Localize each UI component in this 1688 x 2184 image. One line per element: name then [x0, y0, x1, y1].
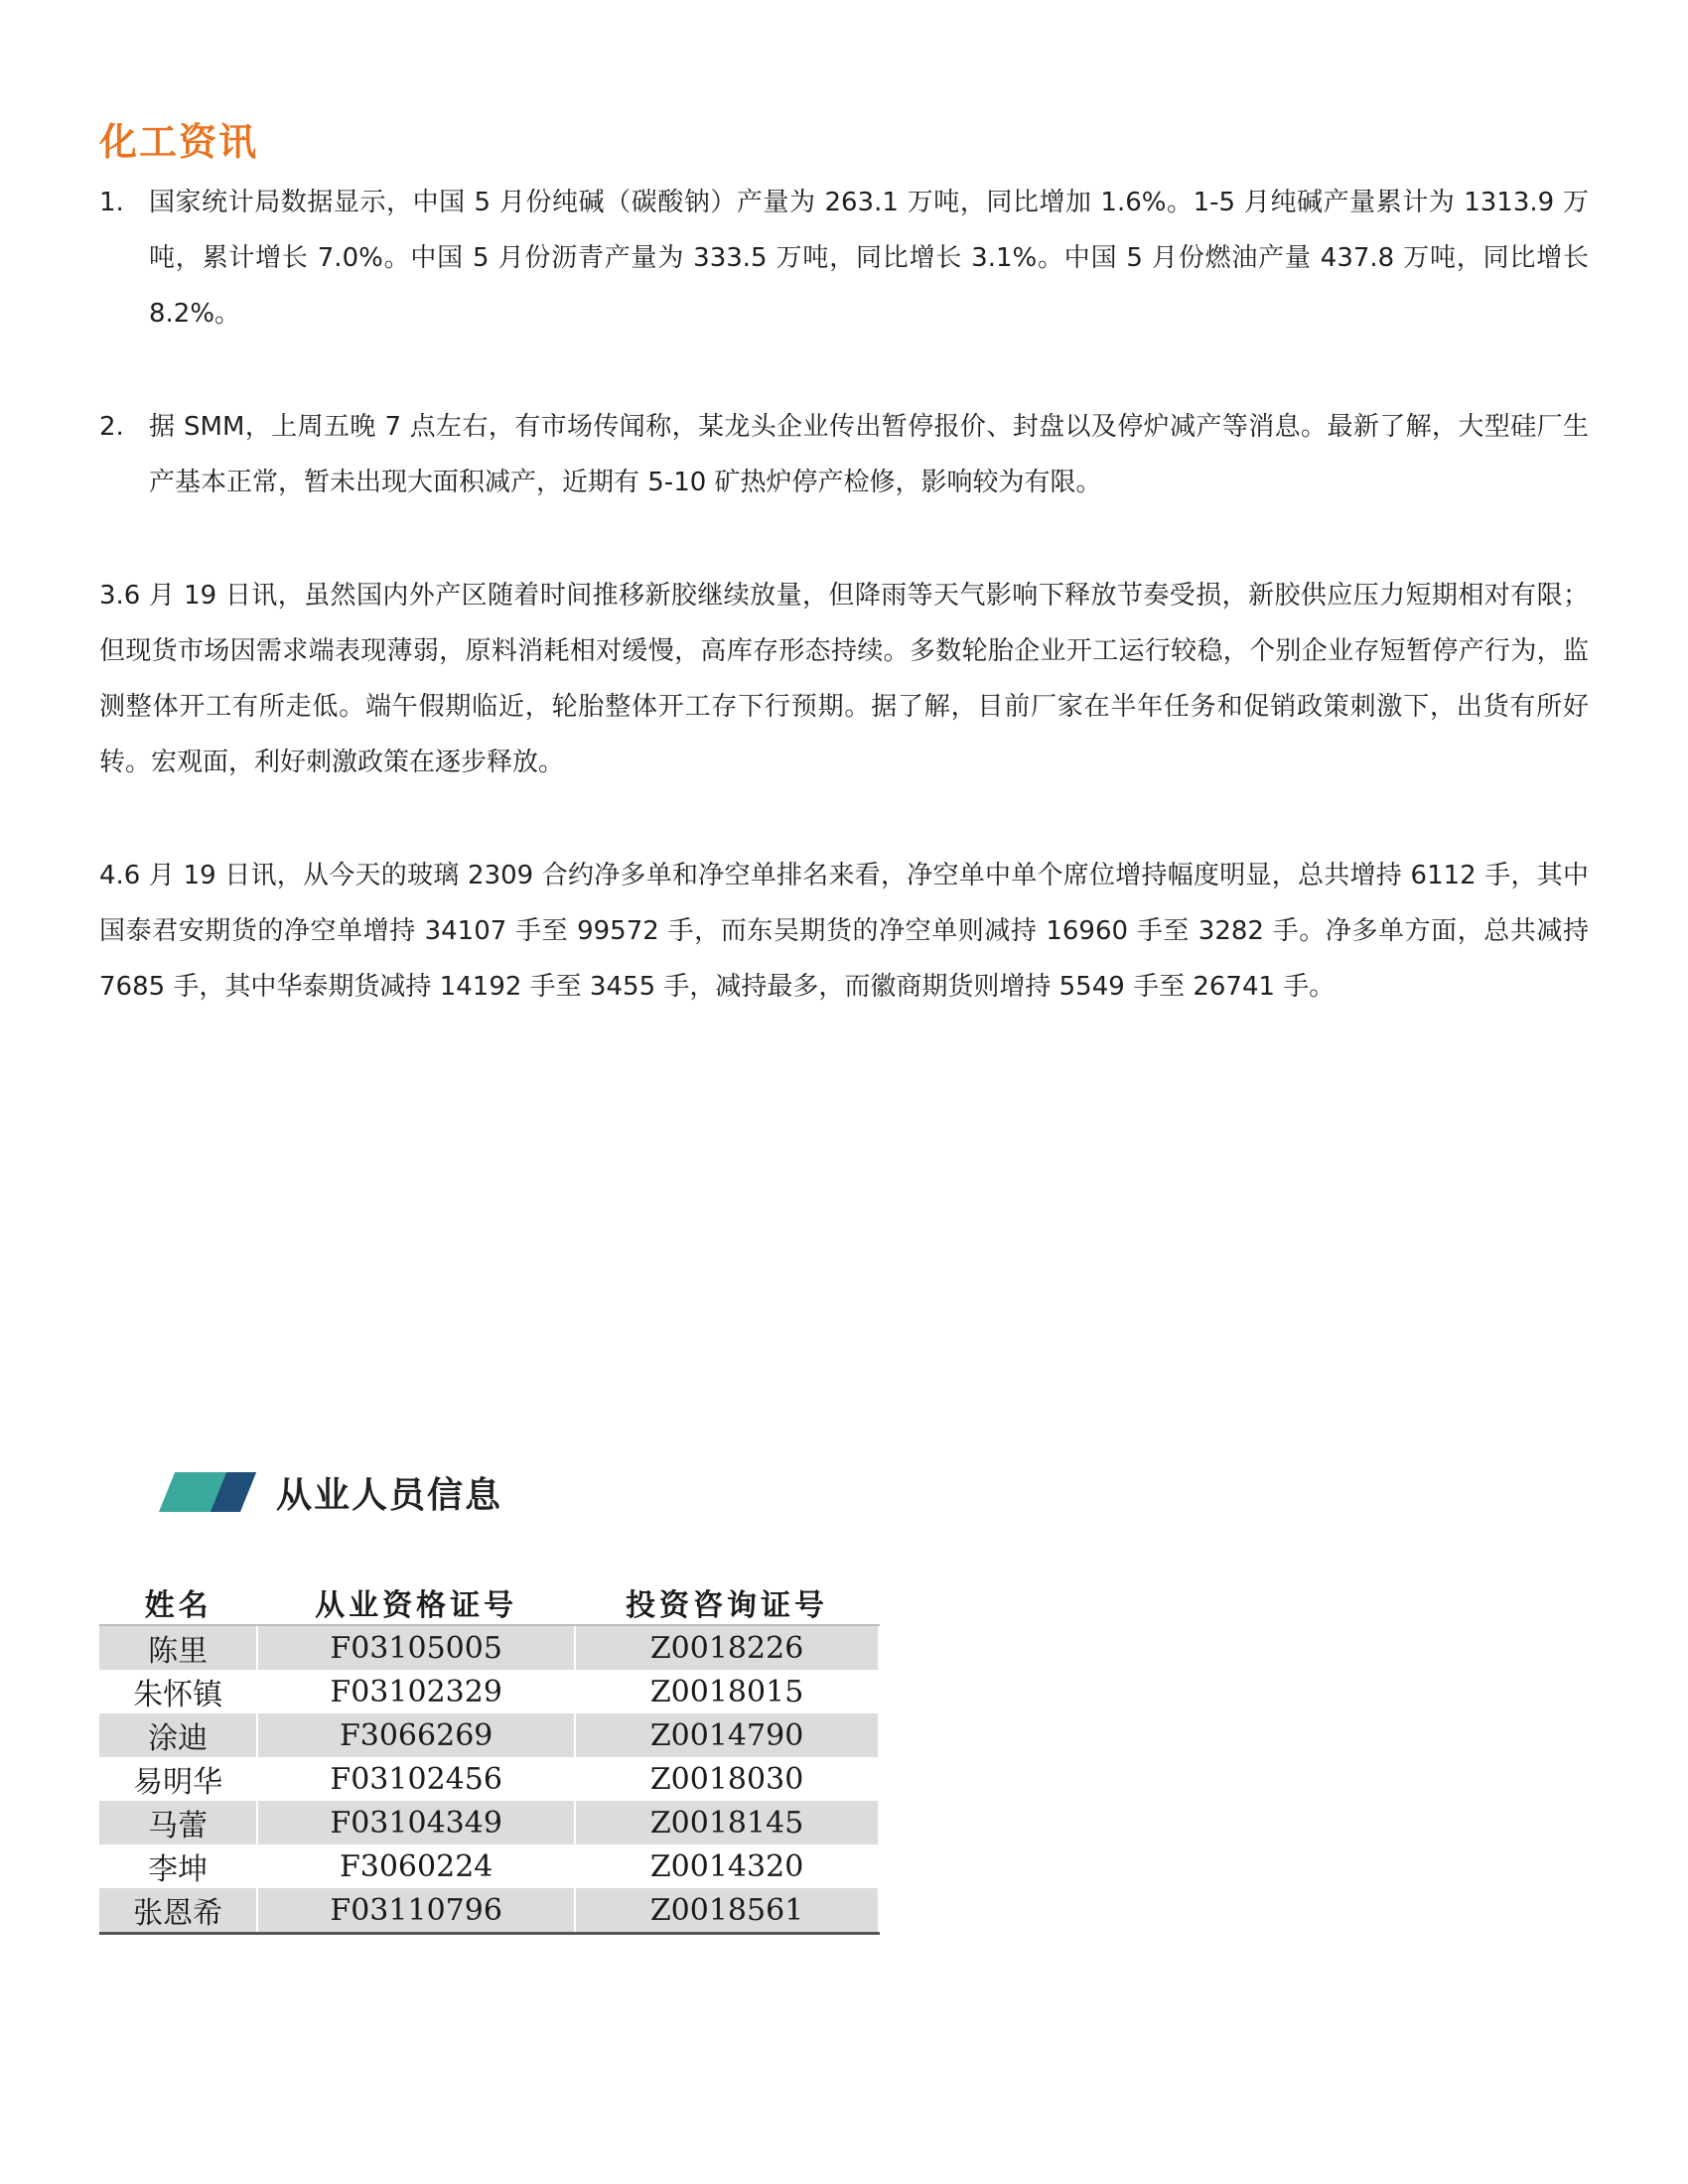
staff-name: 朱怀镇 — [99, 1670, 257, 1713]
table-row — [99, 1844, 879, 1888]
staff-section-title: 从业人员信息 — [276, 1474, 503, 1516]
table-row — [99, 1670, 879, 1713]
staff-consulting-id: Z0018015 — [575, 1670, 879, 1713]
staff-qualification-id: F03105005 — [257, 1625, 575, 1670]
staff-qualification-id: F03110796 — [257, 1888, 575, 1934]
table-row — [99, 1757, 879, 1801]
staff-name: 涂迪 — [99, 1713, 257, 1757]
news-item-text: 4.6 月 19 日讯，从今天的玻璃 2309 合约净多单和净空单排名来看，净空单中单个席位增持幅度明显，总共增持 6112 手，其中国泰君安期货的净空单增持 34107 手至 99572 手，而东吴期货的净空单则减持 16960 手至 3282 手。净多单方面，总共减持 7685 手，其中华泰期货减持 14192 手至 3455 手，减持最多，而徽商期货则增持 5549 手至 26741 手。 — [99, 861, 1589, 1002]
staff-qualification-id: F3066269 — [257, 1713, 575, 1757]
staff-consulting-id: Z0018145 — [575, 1801, 879, 1844]
staff-header-name: 姓名 — [99, 1580, 257, 1625]
table-row — [99, 1625, 879, 1670]
staff-table-header-row — [99, 1580, 879, 1625]
staff-consulting-id: Z0014320 — [575, 1844, 879, 1888]
section-bars-icon — [159, 1472, 254, 1512]
staff-qualification-id: F03102329 — [257, 1670, 575, 1713]
news-item-3 — [99, 568, 1589, 790]
news-item-text: 国家统计局数据显示，中国 5 月份纯碱（碳酸钠）产量为 263.1 万吨，同比增加 1.6%。1-5 月纯碱产量累计为 1313.9 万吨，累计增长 7.0%。中国 5 月份沥青产量为 333.5 万吨，同比增长 3.1%。中国 5 月份燃油产量 437.8 万吨，同比增长 8.2%。 — [149, 188, 1589, 329]
news-item-2 — [99, 399, 1589, 510]
staff-consulting-id: Z0018226 — [575, 1625, 879, 1670]
staff-table — [99, 1580, 880, 1935]
staff-qualification-id: F03104349 — [257, 1801, 575, 1844]
staff-section-header — [159, 1467, 502, 1517]
table-row — [99, 1713, 879, 1757]
staff-consulting-id: Z0014790 — [575, 1713, 879, 1757]
news-item-number: 2. — [99, 412, 124, 442]
staff-header-consulting: 投资咨询证号 — [575, 1580, 879, 1625]
staff-qualification-id: F03102456 — [257, 1757, 575, 1801]
news-item-number: 1. — [99, 188, 124, 217]
news-item-1 — [99, 175, 1589, 341]
staff-name: 易明华 — [99, 1757, 257, 1801]
staff-name: 李坤 — [99, 1844, 257, 1888]
staff-name: 陈里 — [99, 1625, 257, 1670]
staff-consulting-id: Z0018561 — [575, 1888, 879, 1934]
staff-name: 马蕾 — [99, 1801, 257, 1844]
staff-consulting-id: Z0018030 — [575, 1757, 879, 1801]
staff-qualification-id: F3060224 — [257, 1844, 575, 1888]
section-title: 化工资讯 — [99, 120, 259, 164]
news-item-4 — [99, 848, 1589, 1015]
news-item-text: 3.6 月 19 日讯，虽然国内外产区随着时间推移新胶继续放量，但降雨等天气影响下释放节奏受损，新胶供应压力短期相对有限；但现货市场因需求端表现薄弱，原料消耗相对缓慢，高库存形态持续。多数轮胎企业开工运行较稳，个别企业存短暂停产行为，监测整体开工有所走低。端午假期临近，轮胎整体开工存下行预期。据了解，目前厂家在半年任务和促销政策刺激下，出货有所好转。宏观面，利好刺激政策在逐步释放。 — [99, 581, 1589, 777]
table-row — [99, 1801, 879, 1844]
staff-header-qualification: 从业资格证号 — [257, 1580, 575, 1625]
staff-name: 张恩希 — [99, 1888, 257, 1934]
news-item-text: 据 SMM，上周五晚 7 点左右，有市场传闻称，某龙头企业传出暂停报价、封盘以及停炉减产等消息。最新了解，大型硅厂生产基本正常，暂未出现大面积减产，近期有 5-10 矿热炉停产检修，影响较为有限。 — [149, 412, 1589, 497]
table-row — [99, 1888, 879, 1934]
